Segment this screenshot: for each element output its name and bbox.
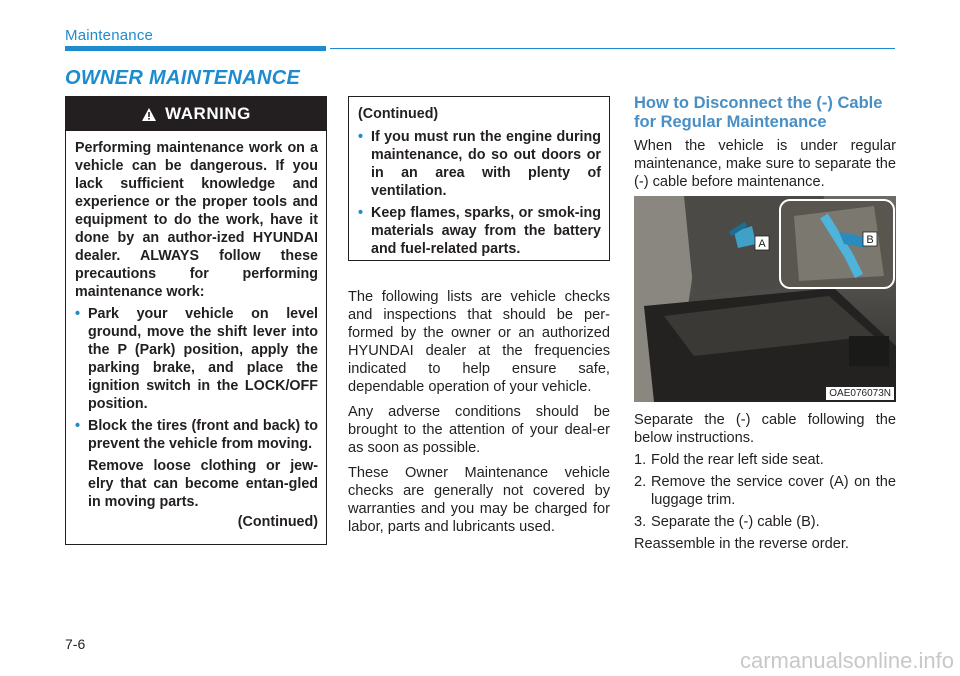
warning-body (66, 131, 326, 531)
header-bar (65, 46, 326, 51)
warning-header (66, 97, 326, 131)
bullet-dot-icon: • (75, 306, 81, 322)
disconnect-instr: Separate the (-) cable following the below instructions. (634, 412, 896, 446)
warning-continued: (Continued) (237, 514, 318, 530)
section-label: Maintenance (65, 27, 154, 44)
body-text (348, 288, 610, 543)
step-item: 2. Remove the service cover (A) on the luggage trim. (634, 474, 896, 508)
warning-intro: Performing maintenance work on a vehicle can be dangerous. If you lack sufficient knowledge and experience or the proper tools and equipment to do the work, have it done by an author-ized HYUNDAI dealer. ALWAYS follow these precautions for performing maintenance work: (75, 140, 318, 300)
warning-box (65, 96, 327, 545)
figure-label-b: B (866, 234, 874, 246)
warning-bullet: • Park your vehicle on level ground, move the shift lever into the P (Park) position, apply the parking brake, and place the ignition switch in the LOCK/OFF position. (75, 306, 318, 412)
disconnect-intro: When the vehicle is under regular maintenance, make sure to separate the (-) cable before maintenance. (634, 138, 896, 190)
bullet-dot-icon: • (358, 205, 364, 221)
disconnect-outro: Reassemble in the reverse order. (634, 536, 849, 552)
figure-label-a: A (758, 238, 766, 250)
warning-label: WARNING (165, 104, 251, 123)
page-title: OWNER MAINTENANCE (65, 67, 301, 89)
disconnect-steps (634, 411, 896, 557)
warning-indent-note: Remove loose clothing or jew-elry that can become entan-gled in moving parts. (88, 458, 318, 510)
continued-bullet: • Keep flames, sparks, or smok-ing materials away from the battery and fuel-related parts. (358, 205, 601, 257)
step-item: 1. Fold the rear left side seat. (634, 452, 824, 468)
warning-bullet: • Block the tires (front and back) to prevent the vehicle from moving. (75, 418, 318, 452)
header-rule (330, 48, 895, 49)
page-number: 7-6 (65, 636, 86, 652)
disconnect-title: How to Disconnect the (-) Cable for Regular Maintenance (634, 94, 883, 131)
figure-caption: OAE076073N (826, 387, 894, 400)
step-item: 3. Separate the (-) cable (B). (634, 514, 820, 530)
bullet-dot-icon: • (358, 129, 364, 145)
continued-bullet: • If you must run the engine during maintenance, do so out doors or in an area with plenty of ventilation. (358, 129, 601, 199)
cable-figure (634, 196, 896, 402)
disconnect-intro-block (634, 137, 896, 198)
continued-label: (Continued) (358, 106, 439, 122)
body-paragraph: Any adverse conditions should be brought to the attention of your deal-er as soon as possible. (348, 404, 610, 456)
watermark: carmanualsonline.info (739, 648, 954, 673)
cable-figure-illustration (634, 196, 896, 402)
warning-triangle-icon (141, 107, 157, 122)
body-paragraph: These Owner Maintenance vehicle checks are generally not covered by warranties and you may be charged for labor, parts and lubricants used. (348, 465, 610, 535)
bullet-dot-icon: • (75, 418, 81, 434)
body-paragraph: The following lists are vehicle checks and inspections that should be per-formed by the owner or an authorized HYUNDAI dealer at the frequencies indicated to help ensure safe, dependable operation of your vehicle. (348, 289, 610, 395)
continued-box (348, 96, 610, 261)
